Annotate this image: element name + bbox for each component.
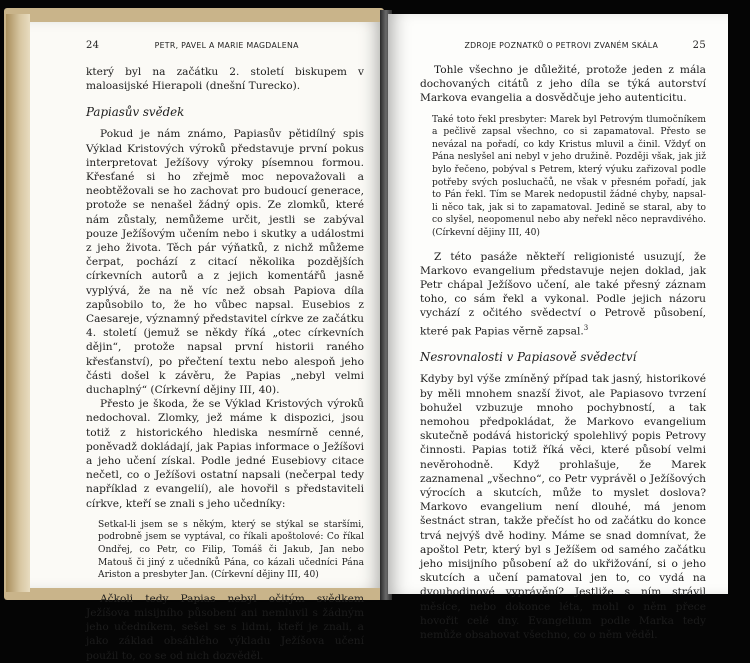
footnote-mark: 3 xyxy=(583,323,589,332)
left-paragraph-2: Přesto je škoda, že se Výklad Kristových výroků nedochoval. Zlomky, jež máme k dispozici, jsou totiž z historického hlediska nesmírně cenné, poněvadž dokládají, jak Papias informace o Ježíšovi a jeho učení získal. Podle jedné Eusebiovy citace nečetl, co o Ježíšovi ostatní napsali (nečerpal tedy například z evangelií), ale hovořil s představiteli církve, kteří se znali s jeho učedníky: xyxy=(86,398,364,510)
right-running-head xyxy=(420,40,706,51)
left-quote: Setkal-li jsem se s někým, který se stýkal se staršími, podrobně jsem se vyptával, co říkali apoštolové: Co říkal Ondřej, co Petr, co Filip, Tomáš či Jakub, Jan nebo Matouš či jiný z učedníků Pána, co kázali učedníci Pána Ariston a presbyter Jan. (Církevní dějiny III, 40) xyxy=(98,519,364,581)
left-running-title: PETR, PAVEL A MARIE MAGDALENA xyxy=(154,41,299,50)
right-page xyxy=(388,14,728,641)
right-section-title: Nesrovnalosti v Papiasově svědectví xyxy=(420,350,637,365)
left-page xyxy=(30,22,382,662)
left-section-title: Papiasův svědek xyxy=(86,105,185,120)
left-page-number: 24 xyxy=(86,40,100,51)
right-running-title: ZDROJE POZNATKŮ O PETROVI ZVANÉM SKÁLA xyxy=(464,41,659,50)
book-page-edges xyxy=(6,14,30,592)
right-paragraph-2 xyxy=(420,250,706,339)
right-page-number: 25 xyxy=(692,40,706,51)
left-running-head xyxy=(86,40,364,51)
left-opening-paragraph: který byl na začátku 2. století biskupem v maloasijské Hierapoli (dnešní Turecko). xyxy=(86,66,364,93)
right-paragraph-1: Tohle všechno je důležité, protože jeden z mála dochovaných citátů z jeho díla se týká autorství Markova evangelia a dosvědčuje jeho autenticitu. xyxy=(420,64,706,105)
right-quote: Také toto řekl presbyter: Marek byl Petrovým tlumočníkem a pečlivě zapsal všechno, co si zapamatoval. Přesto se nevázal na pořadí, co kdy Kristus mluvil a činil. Vždyť on Pána neslyšel ani nebyl v jeho družině. Později však, jak již bylo řečeno, pobýval s Petrem, který výuku zařizoval podle potřeby svých posluchačů, ne však v přesném pořadí, jak to Pán řekl. Tím se Marek nedopustil žádné chyby, napsal-li něco tak, jak si to zapamatoval. Jedině se staral, aby to co slyšel, neopomenul nebo aby neřekl něco nepravdivého. (Církevní dějiny III, 40) xyxy=(432,114,706,238)
right-paragraph-3: Kdyby byl výše zmíněný případ tak jasný, historikové by měli mnohem snazší život, ale Papiasovo tvrzení bohužel vzbuzuje mnoho pochybností, a tak nemohou předpokládat, že Markovo evangelium skutečně podává historický spolehlivý popis Petrovy činnosti. Papias totiž říká věci, které působí velmi nevěrohodně. Když prohlašuje, že Marek zaznamenal „všechno“, co Petr vyprávěl o Ježíšových výrocích a skutcích, může to myslet doslova? Markovo evangelium není dlouhé, má jenom šestnáct stran, takže přečíst ho od začátku do konce trvá nejvýš dvě hodiny. Máme se snad domnívat, že apoštol Petr, který byl s Ježíšem od samého začátku jeho misijního působení až do ukřižování, si o jeho skutcích a učení pamatoval jen to, co vydá na dvouhodinové vyprávění? Jestliže s ním strávil měsíce, nebo dokonce léta, mohl o něm přece hovořit celé dny. Evangelium podle Marka tedy nemůže obsahovat všechno, co o něm věděl. xyxy=(420,373,706,641)
left-paragraph-1: Pokud je nám známo, Papiasův pětidílný spis Výklad Kristových výroků představuje první pokus interpretovat Ježíšovy výroky písemnou formou. Křesťané si ho zřejmě moc nepovažovali a neobtěžovali se ho zachovat pro budoucí generace, protože se nenašel žádný opis. Ze zlomků, které nám zůstaly, nemůžeme určit, jestli se zabýval pouze Ježíšovým učením nebo i skutky a událostmi z jeho života. Těch pár výňatků, z nichž můžeme čerpat, pochází z citací několika pozdějších církevních autorů a z jejich komentářů jasně vyplývá, že na ně víc než obsah Papiova díla zapůsobilo to, že ho vůbec napsal. Eusebios z Caesareje, významný představitel církve ze začátku 4. století (jemuž se někdy říká „otec církevních dějin“, protože napsal první historii raného křesťanství), po přečtení textu nebo alespoň jeho části došel k závěru, že Papias „nebyl velmi duchaplný“ (Církevní dějiny III, 40). xyxy=(86,128,364,397)
left-paragraph-3: Ačkoli tedy Papias nebyl očitým svědkem Ježíšova misijního působení ani nemluvil s žádným jeho učedníkem, sešel se s lidmi, kteří je znali, a jako základ obsáhlého výkladu Ježíšova učení použil to, co se od nich dozvěděl. xyxy=(86,592,364,662)
right-paragraph-2-text: Z této pasáže někteří religionisté usuzují, že Markovo evangelium představuje nejen doklad, jak Petr chápal Ježíšovo učení, ale také přesný záznam toho, co sám řekl a vykonal. Podle jejich názoru vychází z očitého svědectví o Petrově působení, které pak Papias věrně zapsal. xyxy=(420,250,706,338)
